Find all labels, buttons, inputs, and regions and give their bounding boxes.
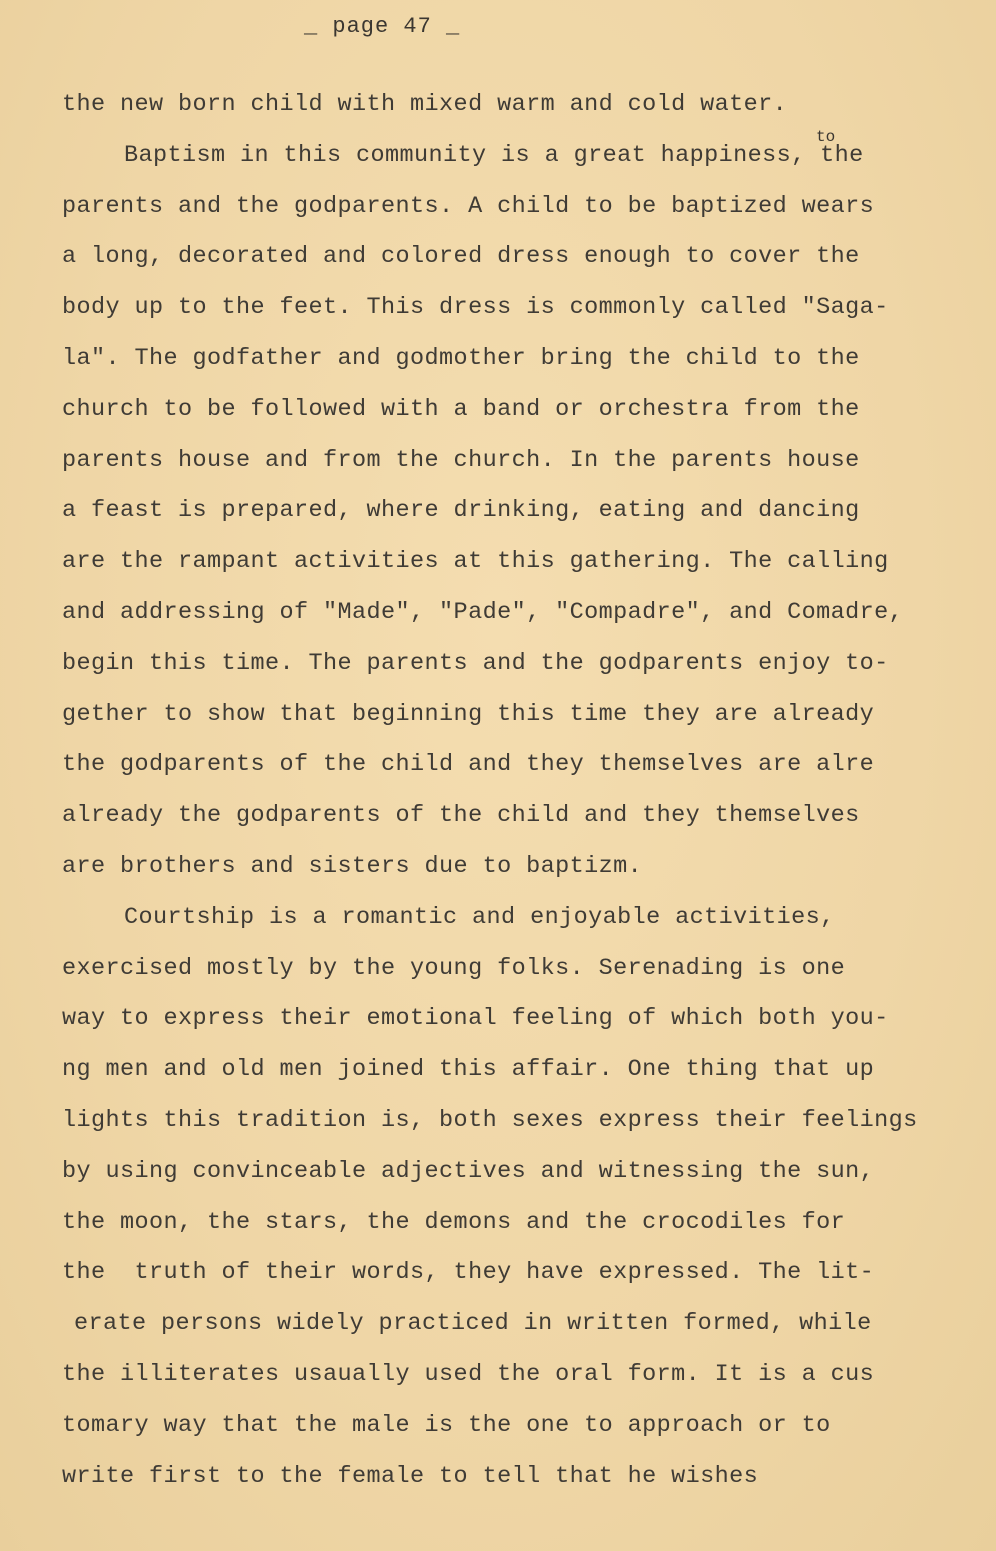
handwritten-insertion: to <box>816 128 836 146</box>
text-line: tomary way that the male is the one to approach or to <box>62 1411 831 1439</box>
text-line: are brothers and sisters due to baptizm. <box>62 852 643 880</box>
text-line: write first to the female to tell that he wishes <box>62 1462 759 1490</box>
text-line: lights this tradition is, both sexes express their feelings <box>62 1106 918 1134</box>
text-line: gether to show that beginning this time they are already <box>62 700 875 728</box>
text-line: exercised mostly by the young folks. Serenading is one <box>62 954 846 982</box>
text-line: Baptism in this community is a great happiness, the <box>124 141 864 169</box>
text-line: the illiterates usaually used the oral form. It is a cus <box>62 1360 875 1388</box>
text-line: already the godparents of the child and they themselves <box>62 802 860 830</box>
text-line: the new born child with mixed warm and cold water. <box>62 91 788 118</box>
text-line: the godparents of the child and they themselves are alre <box>62 751 875 779</box>
text-line: begin this time. The parents and the godparents enjoy to- <box>62 649 889 677</box>
text-line: the truth of their words, they have expressed. The lit- <box>62 1259 875 1287</box>
text-line: by using convinceable adjectives and witnessing the sun, <box>62 1157 875 1185</box>
text-line: church to be followed with a band or orchestra from the <box>62 395 860 423</box>
text-line: way to express their emotional feeling of which both you- <box>62 1005 889 1033</box>
text-line: a feast is prepared, where drinking, eating and dancing <box>62 497 860 525</box>
text-line: and addressing of "Made", "Pade", "Compadre", and Comadre, <box>62 598 904 626</box>
text-line: are the rampant activities at this gathering. The calling <box>62 548 889 576</box>
body-text <box>62 84 962 1506</box>
text-line: la". The godfather and godmother bring the child to the <box>62 344 860 372</box>
text-line: ng men and old men joined this affair. One thing that up <box>62 1056 875 1084</box>
text-line: a long, decorated and colored dress enough to cover the <box>62 243 860 271</box>
text-line: parents and the godparents. A child to be baptized wears <box>62 192 875 220</box>
text-line: Courtship is a romantic and enjoyable activities, <box>124 903 835 931</box>
text-line: the moon, the stars, the demons and the crocodiles for <box>62 1208 846 1236</box>
page-number: _ page 47 _ <box>304 14 461 39</box>
text-line: erate persons widely practiced in written formed, while <box>74 1310 872 1338</box>
text-line: body up to the feet. This dress is commonly called "Saga- <box>62 294 889 322</box>
text-line: parents house and from the church. In the parents house <box>62 446 860 474</box>
